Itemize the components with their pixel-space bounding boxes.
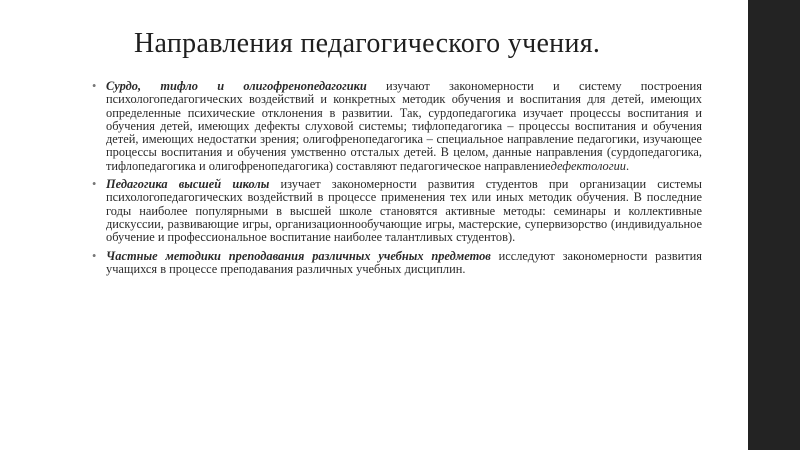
paragraph-lead: Сурдо, тифло и олигофренопедагогики [106, 79, 367, 93]
bullet-icon: • [92, 248, 97, 263]
paragraph-body: изучает закономерности развития студентов при организации системы психологопедагогических воздействий в процессе применения тех или иных методик обучения. В последние годы наиболее популярными в высшей школе становятся активные методы: семинары и коллективные дискуссии, развивающие игры, организационнообучающие игры, мастерские, супервизорство (индивидуальное обучение и профессиональное воспитание наиболее талантливых студентов). [106, 177, 702, 245]
paragraph-higher-school [90, 178, 702, 244]
paragraph-lead: Педагогика высшей школы [106, 177, 270, 192]
paragraph-body: исследуют закономерности развития учащихся в процессе преподавания различных учебных дисциплин. [106, 248, 702, 276]
bullet-icon: • [92, 79, 97, 93]
slide-title: Направления педагогического учения. [134, 28, 601, 59]
side-bar [748, 0, 800, 450]
paragraph-special-pedagogy [90, 80, 702, 173]
paragraph-private-methods [90, 250, 702, 277]
bullet-icon: • [92, 177, 97, 192]
paragraph-body: изучают закономерности и систему построения психологопедагогических воздействий и конкретных методик обучения и воспитания для детей, имеющих определенные психические отклонения в развитии. Так, сурдопедагогика изучает процессы воспитания и обучения детей, имеющих дефекты слуховой системы; тифлопедагогика – процессы воспитания и обучения детей, имеющих недостатки зрения; олигофренопедагогика – специальное направление педагогики, изучающее процессы воспитания и обучения умственно отсталых детей. В целом, данные направления (сурдопедагогика, тифлопедагогика и олигофренопедагогика) составляют педагогическое направление [106, 79, 703, 173]
paragraph-end: . [625, 158, 630, 173]
paragraph-tail: дефектологии [550, 158, 626, 173]
paragraph-lead: Частные методики преподавания различных учебных предметов [106, 248, 491, 263]
slide-content [90, 80, 702, 281]
